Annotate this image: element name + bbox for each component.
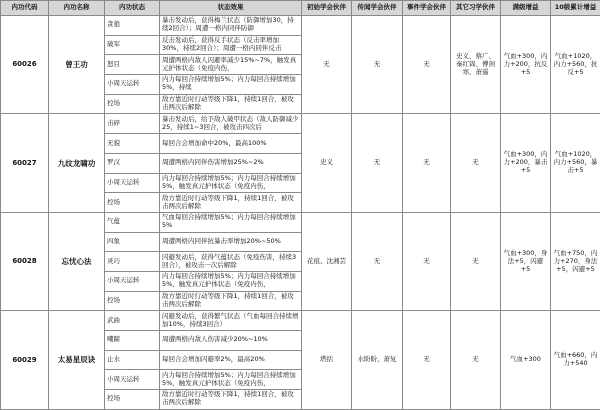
state-name: 控场 bbox=[105, 94, 160, 114]
state-name: 小周天运转 bbox=[105, 370, 160, 390]
header-event: 事件学会伙伴 bbox=[403, 1, 451, 16]
state-name: 四象 bbox=[105, 232, 160, 252]
header-max-bonus: 满级增益 bbox=[501, 1, 551, 16]
table-row bbox=[1, 114, 600, 134]
event-partner: 无 bbox=[403, 212, 451, 310]
state-effect: 敌方靠近时行动等级下降1，持续1回合，被攻击两次后解除 bbox=[160, 291, 302, 311]
event-partner: 无 bbox=[403, 311, 451, 409]
state-effect: 气血每回合持续增加5%；内力每回合持续增加5% bbox=[160, 212, 302, 232]
max-bonus: 气血+300，内力+200，抗反+5 bbox=[501, 16, 551, 114]
header-initial: 初始学会伙伴 bbox=[302, 1, 352, 16]
state-name: 破军 bbox=[105, 35, 160, 55]
skill-name: 忘忧心法 bbox=[49, 212, 105, 310]
header-name: 内功名称 bbox=[49, 1, 105, 16]
rumor-partner: 无 bbox=[352, 114, 403, 212]
max-bonus: 气血+300，身法+5，闪避+5 bbox=[501, 212, 551, 310]
state-name: 控场 bbox=[105, 390, 160, 410]
state-effect: 内力每回合持续增加5%；内力每回合持续增加5%，持续 bbox=[160, 75, 302, 95]
state-name: 气蕴 bbox=[105, 212, 160, 232]
header-other: 其它习学伙伴 bbox=[451, 1, 501, 16]
state-name: 贪狼 bbox=[105, 16, 160, 36]
state-name: 罗汉 bbox=[105, 153, 160, 173]
lvl10-bonus: 气血+1020，内力+560，抗反+5 bbox=[551, 16, 600, 114]
header-effect: 状态效果 bbox=[160, 1, 302, 16]
state-effect: 内力每回合持续增加5%；内力每回合持续增加5%，触发真元护体状态（免疫内伤， bbox=[160, 271, 302, 291]
state-name: 击碎 bbox=[105, 114, 160, 134]
header-code: 内功代码 bbox=[1, 1, 49, 16]
state-name: 无貌 bbox=[105, 134, 160, 154]
skill-code: 60027 bbox=[1, 114, 49, 212]
header-row bbox=[1, 1, 600, 16]
state-name: 控场 bbox=[105, 193, 160, 213]
initial-partner: 塔括 bbox=[302, 311, 352, 409]
state-effect: 周遭两格内敌人伤害减少20%~10% bbox=[160, 331, 302, 351]
skill-name: 曾王功 bbox=[49, 16, 105, 114]
state-effect: 敌方靠近时行动等级下降1，持续1回合，被攻击两次后解除 bbox=[160, 94, 302, 114]
state-name: 武曲 bbox=[105, 311, 160, 331]
other-partner: 无 bbox=[451, 212, 501, 310]
state-name: 小周天运转 bbox=[105, 75, 160, 95]
rumor-partner: 水盼盼、萧复 bbox=[352, 311, 403, 409]
initial-partner: 无 bbox=[302, 16, 352, 114]
lvl10-bonus: 气血+750，内力+270，身法+5，闪避+5 bbox=[551, 212, 600, 310]
skill-code: 60026 bbox=[1, 16, 49, 114]
state-effect: 闪避发动后，获得气蕴状态（免疫伤害，持续3回合），被攻击一次后解除 bbox=[160, 252, 302, 272]
skill-name: 九纹龙啸功 bbox=[49, 114, 105, 212]
state-effect: 暴击发动后，获得梅兰状态（防御增加30，持续2回合）；周遭一格内同伴防御 bbox=[160, 16, 302, 36]
state-name: 小周天运转 bbox=[105, 173, 160, 193]
state-effect: 暴击发动后，给予敌人破甲状态（敌人防御减少25，持续1~3回合，被攻击四次后 bbox=[160, 114, 302, 134]
skill-code: 60029 bbox=[1, 311, 49, 409]
rumor-partner: 无 bbox=[352, 212, 403, 310]
header-lvl10: 10级累计增益 bbox=[551, 1, 600, 16]
state-effect: 每回合会增加命中20%，最高100% bbox=[160, 134, 302, 154]
other-partner: 史义、蔡广、秦红锦、傅剑寒、萧遥 bbox=[451, 16, 501, 114]
table-row bbox=[1, 311, 600, 331]
skill-code: 60028 bbox=[1, 212, 49, 310]
initial-partner: 花痕、沈湘芸 bbox=[302, 212, 352, 310]
state-name: 灵巧 bbox=[105, 252, 160, 272]
event-partner: 无 bbox=[403, 16, 451, 114]
state-effect: 每回合会增加闪避率2%，最高20% bbox=[160, 350, 302, 370]
rumor-partner: 无 bbox=[352, 16, 403, 114]
lvl10-bonus: 气血+660，内力+540 bbox=[551, 311, 600, 409]
state-effect: 闪避发动后，获得繁气状态（气血每回合持续增加10%，持续3回合） bbox=[160, 311, 302, 331]
state-name: 控场 bbox=[105, 291, 160, 311]
max-bonus: 气血+300 bbox=[501, 311, 551, 409]
header-state: 内功状态 bbox=[105, 1, 160, 16]
state-name: 小周天运转 bbox=[105, 271, 160, 291]
state-effect: 周遭两格内敌人闪避率减少15%~7%，触发真元护体状态（免疫内伤， bbox=[160, 55, 302, 75]
state-effect: 反击发动后，获得反手状态（反击率增加30%，持续2回合）；周遭一格内同伴反击 bbox=[160, 35, 302, 55]
skill-name: 太易星辰诀 bbox=[49, 311, 105, 409]
lvl10-bonus: 气血+1020，内力+560，暴击+5 bbox=[551, 114, 600, 212]
state-effect: 周遭两格内同伴抗暴击率增加20%~50% bbox=[160, 232, 302, 252]
initial-partner: 史义 bbox=[302, 114, 352, 212]
state-name: 怒目 bbox=[105, 55, 160, 75]
state-name: 止水 bbox=[105, 350, 160, 370]
max-bonus: 气血+300，内力+200，暴击+5 bbox=[501, 114, 551, 212]
state-name: 嘲蹄 bbox=[105, 331, 160, 351]
state-effect: 内力每回合持续增加5%；内力每回合持续增加5%，触发真元护体状态（免疫内伤， bbox=[160, 173, 302, 193]
table-row bbox=[1, 212, 600, 232]
state-effect: 敌方靠近时行动等级下降1，持续1回合，被攻击两次后解除 bbox=[160, 390, 302, 410]
event-partner: 无 bbox=[403, 114, 451, 212]
state-effect: 周遭两格内同伴伤害增加25%~2% bbox=[160, 153, 302, 173]
table-row bbox=[1, 16, 600, 36]
state-effect: 敌方靠近时行动等级下降1，持续1回合，被攻击两次后解除 bbox=[160, 193, 302, 213]
other-partner: 无 bbox=[451, 114, 501, 212]
other-partner: 无 bbox=[451, 311, 501, 409]
header-rumor: 传闻学会伙伴 bbox=[352, 1, 403, 16]
state-effect: 内力每回合持续增加5%；内力每回合持续增加5%，触发真元护体状态（免疫内伤， bbox=[160, 370, 302, 390]
